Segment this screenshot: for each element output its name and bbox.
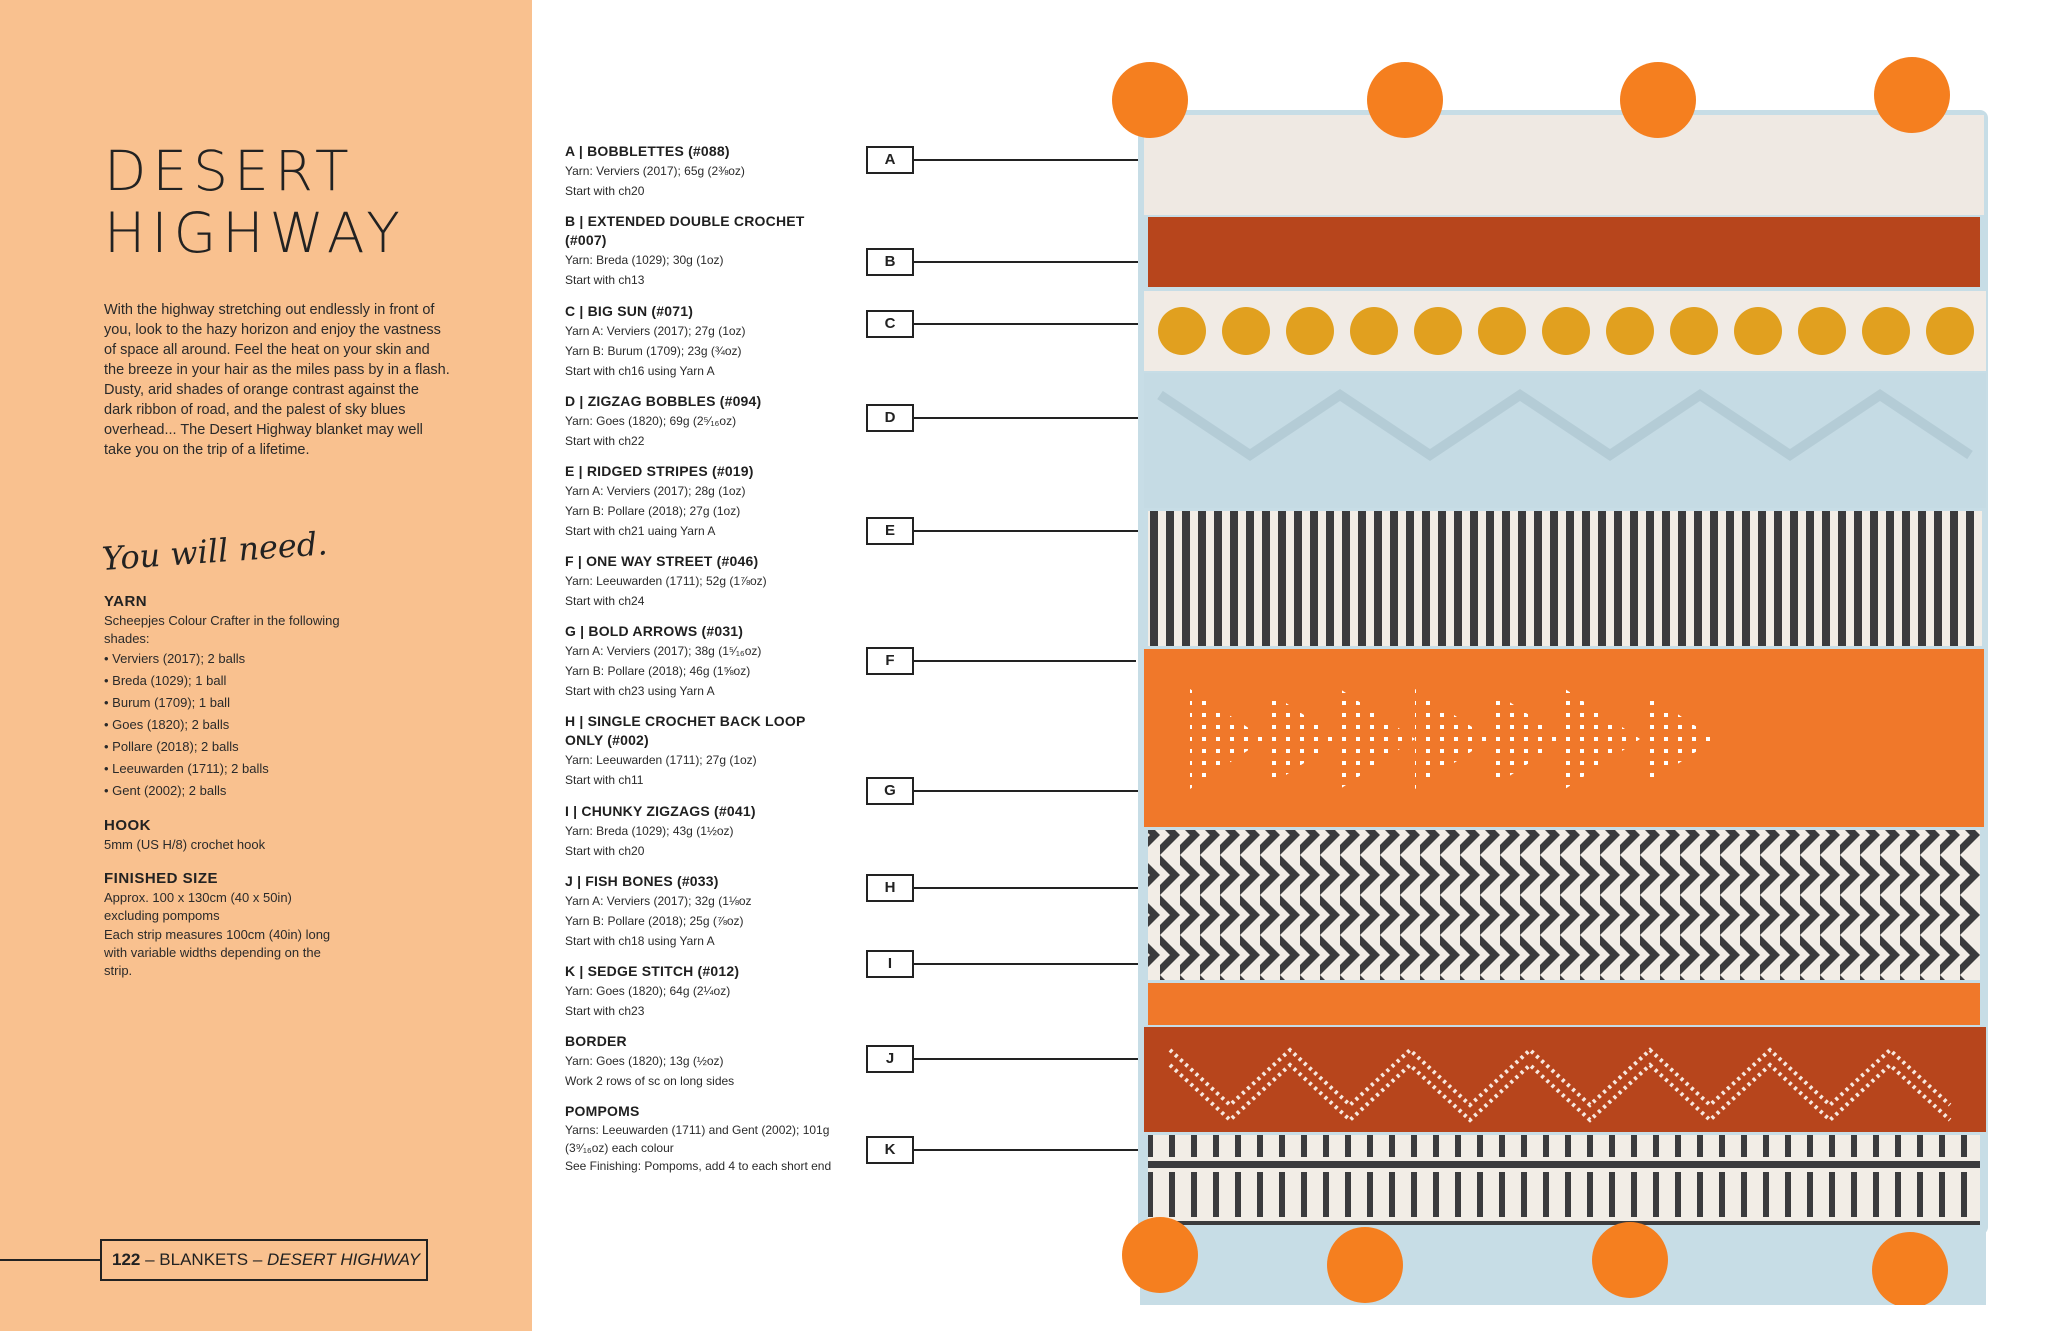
pattern-entry-j xyxy=(565,872,845,951)
strip-e xyxy=(1148,511,1982,646)
strip-g xyxy=(1148,830,1980,980)
pompom-bottom-2 xyxy=(1327,1227,1403,1303)
blanket-photo xyxy=(1100,55,2020,1305)
strip-b xyxy=(1148,217,1980,287)
yarn-shades-list xyxy=(104,648,344,802)
strip-label-k: K xyxy=(866,1136,914,1164)
entry-line: Start with ch20 xyxy=(565,844,645,858)
yarn-shade-item: • Breda (1029); 1 ball xyxy=(104,670,344,692)
entry-line: Yarn A: Verviers (2017); 28g (1oz) xyxy=(565,484,746,498)
yarn-heading: YARN xyxy=(104,593,148,610)
you-will-need-heading: You will need. xyxy=(100,524,329,578)
strip-i xyxy=(1144,1027,1986,1132)
strip-a xyxy=(1144,115,1984,215)
strip-label-i: I xyxy=(866,950,914,978)
pompom-top-3 xyxy=(1620,62,1696,138)
entry-heading: E | RIDGED STRIPES (#019) xyxy=(565,463,754,479)
pattern-entry-f xyxy=(565,552,845,611)
strip-label-c: C xyxy=(866,310,914,338)
strip-label-b: B xyxy=(866,248,914,276)
pattern-entry-e xyxy=(565,462,845,541)
strip-label-j: J xyxy=(866,1045,914,1073)
intro-paragraph: With the highway stretching out endlessly in front of you, look to the hazy horizon and enjoy the vastness of space all around. Feel the heat on your skin and the breeze in your hair as the miles pass by in a flash. Dusty, arid shades of orange contrast against the dark ribbon of road, and the palest of sky blues overhead... The Desert Highway blanket may well take you on the trip of a lifetime. xyxy=(104,302,450,458)
pompom-bottom-4 xyxy=(1872,1232,1948,1305)
pompom-top-2 xyxy=(1367,62,1443,138)
entry-heading: J | FISH BONES (#033) xyxy=(565,873,719,889)
entry-heading: H | SINGLE CROCHET BACK LOOP ONLY (#002) xyxy=(565,713,806,748)
page-folio xyxy=(0,1239,428,1281)
entry-heading: I | CHUNKY ZIGZAGS (#041) xyxy=(565,803,756,819)
pattern-entry-h xyxy=(565,712,845,790)
entry-line: Yarn: Verviers (2017); 65g (2⅜oz) xyxy=(565,164,745,178)
folio-rule xyxy=(0,1259,100,1261)
pompom-top-1 xyxy=(1112,62,1188,138)
folio-box xyxy=(100,1239,428,1281)
entry-line: Yarns: Leeuwarden (1711) and Gent (2002); 101g (3⁹⁄₁₆oz) each colour xyxy=(565,1123,830,1155)
left-panel xyxy=(0,0,532,1331)
strip-size-text: Each strip measures 100cm (40in) long with variable widths depending on the strip. xyxy=(104,927,331,978)
pompoms-entry xyxy=(565,1102,845,1175)
strip-k xyxy=(1140,1227,1986,1305)
yarn-intro: Scheepjes Colour Crafter in the following shades: xyxy=(104,613,340,646)
entry-line: Yarn B: Pollare (2018); 27g (1oz) xyxy=(565,504,741,518)
yarn-shade-item: • Goes (1820); 2 balls xyxy=(104,714,344,736)
entry-line: Yarn: Breda (1029); 30g (1oz) xyxy=(565,253,724,267)
page-number: 122 xyxy=(112,1250,141,1269)
pattern-entry-b xyxy=(565,212,845,290)
entry-line: Yarn: Breda (1029); 43g (1½oz) xyxy=(565,824,734,838)
entry-heading: B | EXTENDED DOUBLE CROCHET (#007) xyxy=(565,213,805,248)
pattern-entry-c xyxy=(565,302,845,381)
title-line-1: DESERT xyxy=(104,139,355,203)
strip-d xyxy=(1144,373,1986,508)
entry-line: Yarn: Leeuwarden (1711); 27g (1oz) xyxy=(565,753,757,767)
entry-line: Yarn B: Burum (1709); 23g (¾oz) xyxy=(565,344,742,358)
pompom-top-4 xyxy=(1874,57,1950,133)
yarn-shade-item: • Leeuwarden (1711); 2 balls xyxy=(104,758,344,780)
entry-line: Start with ch20 xyxy=(565,184,645,198)
hook-text: 5mm (US H/8) crochet hook xyxy=(104,837,266,852)
entry-line: Start with ch21 uaing Yarn A xyxy=(565,524,716,538)
entry-heading: G | BOLD ARROWS (#031) xyxy=(565,623,744,639)
entry-line: Start with ch22 xyxy=(565,434,645,448)
entry-line: Start with ch13 xyxy=(565,273,645,287)
entry-line: See Finishing: Pompoms, add 4 to each short end xyxy=(565,1159,832,1173)
strip-label-d: D xyxy=(866,404,914,432)
pompoms-heading: POMPOMS xyxy=(565,1103,640,1119)
pattern-entry-a xyxy=(565,142,845,201)
yarn-shade-item: • Verviers (2017); 2 balls xyxy=(104,648,344,670)
entry-line: Yarn: Goes (1820); 64g (2¼oz) xyxy=(565,984,731,998)
strip-f xyxy=(1144,649,1984,827)
entry-line: Yarn B: Pollare (2018); 46g (1⅝oz) xyxy=(565,664,751,678)
strip-label-g: G xyxy=(866,777,914,805)
entry-line: Yarn A: Verviers (2017); 27g (1oz) xyxy=(565,324,746,338)
entry-line: Start with ch23 xyxy=(565,1004,645,1018)
pompom-bottom-3 xyxy=(1592,1222,1668,1298)
hook-heading: HOOK xyxy=(104,817,151,834)
page-title xyxy=(104,140,504,264)
entry-line: Yarn A: Verviers (2017); 32g (1⅛oz xyxy=(565,894,752,908)
pattern-entry-g xyxy=(565,622,845,701)
yarn-shade-item: • Pollare (2018); 2 balls xyxy=(104,736,344,758)
strip-h xyxy=(1148,983,1980,1025)
entry-heading: K | SEDGE STITCH (#012) xyxy=(565,963,740,979)
entry-heading: F | ONE WAY STREET (#046) xyxy=(565,553,759,569)
pattern-entry-k xyxy=(565,962,845,1021)
strip-label-h: H xyxy=(866,874,914,902)
entry-line: Start with ch23 using Yarn A xyxy=(565,684,715,698)
border-entry xyxy=(565,1032,845,1091)
pattern-entry-i xyxy=(565,802,845,861)
pattern-entry-d xyxy=(565,392,845,451)
pompom-bottom-1 xyxy=(1122,1217,1198,1293)
finished-size-heading: FINISHED SIZE xyxy=(104,870,219,887)
entry-line: Start with ch24 xyxy=(565,594,645,608)
entry-line: Yarn: Leeuwarden (1711); 52g (1⅞oz) xyxy=(565,574,767,588)
entry-line: Start with ch18 using Yarn A xyxy=(565,934,715,948)
yarn-shade-item: • Burum (1709); 1 ball xyxy=(104,692,344,714)
entry-heading: D | ZIGZAG BOBBLES (#094) xyxy=(565,393,762,409)
entry-heading: A | BOBBLETTES (#088) xyxy=(565,143,730,159)
title-line-2: HIGHWAY xyxy=(104,201,406,265)
folio-section: – BLANKETS – xyxy=(145,1250,263,1269)
strip-label-f: F xyxy=(866,647,914,675)
folio-subsection: DESERT HIGHWAY xyxy=(267,1250,421,1269)
yarn-shade-item: • Gent (2002); 2 balls xyxy=(104,780,344,802)
entry-line: Work 2 rows of sc on long sides xyxy=(565,1074,735,1088)
finished-size-text: Approx. 100 x 130cm (40 x 50in) excluding pompoms xyxy=(104,890,292,923)
border-heading: BORDER xyxy=(565,1033,627,1049)
entry-line: Start with ch16 using Yarn A xyxy=(565,364,715,378)
strip-j xyxy=(1148,1135,1980,1225)
entry-line: Yarn: Goes (1820); 69g (2⁵⁄₁₆oz) xyxy=(565,414,737,428)
entry-line: Yarn: Goes (1820); 13g (½oz) xyxy=(565,1054,724,1068)
strip-label-e: E xyxy=(866,517,914,545)
strip-c xyxy=(1144,291,1986,371)
entry-heading: C | BIG SUN (#071) xyxy=(565,303,694,319)
entry-line: Yarn B: Pollare (2018); 25g (⅞oz) xyxy=(565,914,744,928)
entry-line: Yarn A: Verviers (2017); 38g (1⁵⁄₁₆oz) xyxy=(565,644,762,658)
strip-label-a: A xyxy=(866,146,914,174)
entry-line: Start with ch11 xyxy=(565,773,644,787)
